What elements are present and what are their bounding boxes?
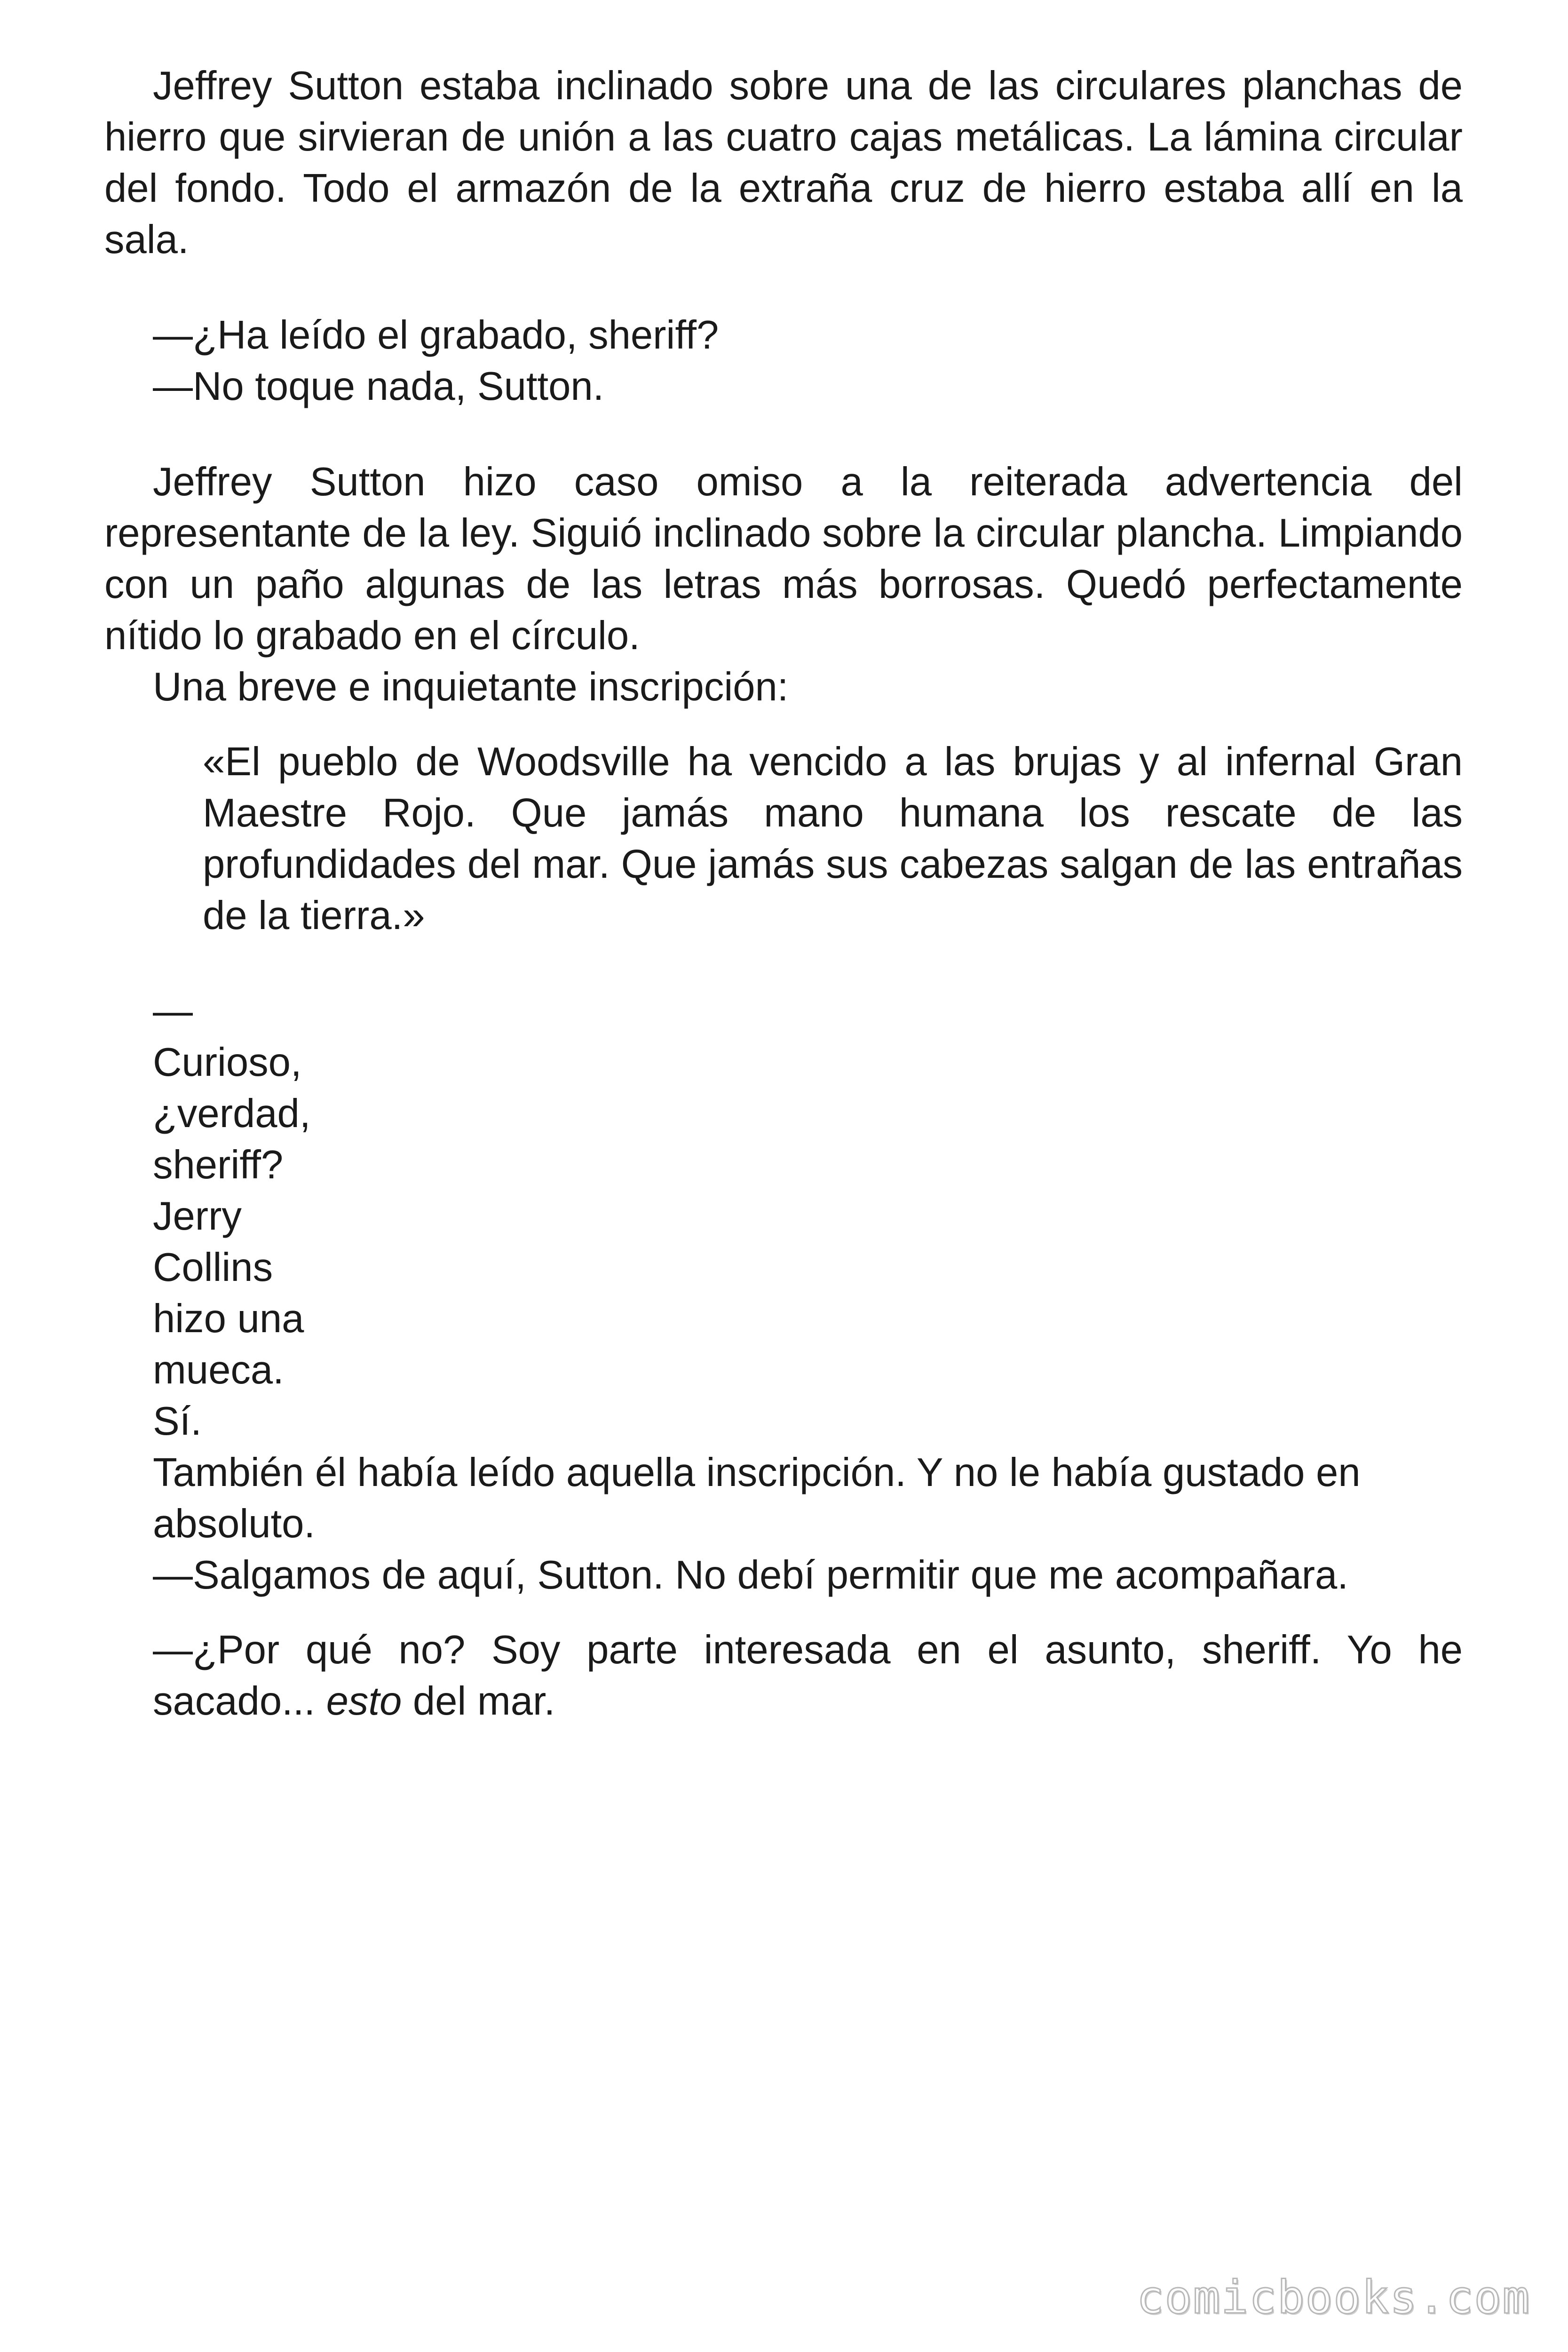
narrow-line-7: hizo una [153, 1296, 304, 1341]
paragraph-1: Jeffrey Sutton estaba inclinado sobre una de las circulares planchas de hierro que sirvieran de unión a las cuatro cajas metálicas. La lámina circular del fondo. Todo el armazón de la extraña cruz de hierro estaba allí en la sala. [104, 64, 1463, 262]
dialogue-text-end: del mar. [402, 1679, 555, 1724]
dialogue-text: —¿Por qué no? Soy parte interesada en el asunto, sheriff. Yo he sacado... [153, 1628, 1463, 1724]
narrow-line-8: mueca. [153, 1348, 284, 1392]
narrow-line-2: Curioso, [153, 1040, 302, 1085]
narrow-line-9: Sí. [153, 1399, 202, 1444]
watermark: comicbooks.com [1136, 2271, 1530, 2324]
paragraph-3: Una breve e inquietante inscripción: [153, 665, 789, 709]
dialogue-line-4 [104, 1624, 1463, 1727]
paragraph-4: También él había leído aquella inscripción. Y no le había gustado en absoluto. [153, 1450, 1361, 1546]
dialogue-line-2: —No toque nada, Sutton. [153, 364, 604, 409]
inscription-quote: «El pueblo de Woodsville ha vencido a las brujas y al infernal Gran Maestre Rojo. Que jamás mano humana los rescate de las profundidades del mar. Que jamás sus cabezas salgan de las entrañas de la tierra.» [203, 739, 1463, 938]
spacer [104, 713, 1463, 736]
dialogue-line-1: —¿Ha leído el grabado, sheriff? [153, 313, 719, 358]
dialogue-line-3: —Salgamos de aquí, Sutton. No debí permitir que me acompañara. [153, 1553, 1348, 1597]
spacer [104, 265, 1463, 310]
spacer [104, 1601, 1463, 1624]
narrow-line-4: sheriff? [153, 1143, 284, 1187]
emphasis-text: esto [326, 1679, 402, 1724]
paragraph-2: Jeffrey Sutton hizo caso omiso a la reiterada advertencia del representante de la ley. Siguió inclinado sobre la circular plancha. Limpiando con un paño algunas de las letras más borrosas. Quedó perfectamente nítido lo grabado en el círculo. [104, 460, 1463, 658]
narrow-line-3: ¿verdad, [153, 1091, 311, 1136]
spacer [104, 412, 1463, 456]
spacer [104, 941, 1463, 985]
narrow-line-1: — [153, 989, 193, 1033]
narrow-line-5: Jerry [153, 1194, 242, 1239]
book-page [104, 60, 1463, 1727]
narrow-line-6: Collins [153, 1245, 273, 1290]
